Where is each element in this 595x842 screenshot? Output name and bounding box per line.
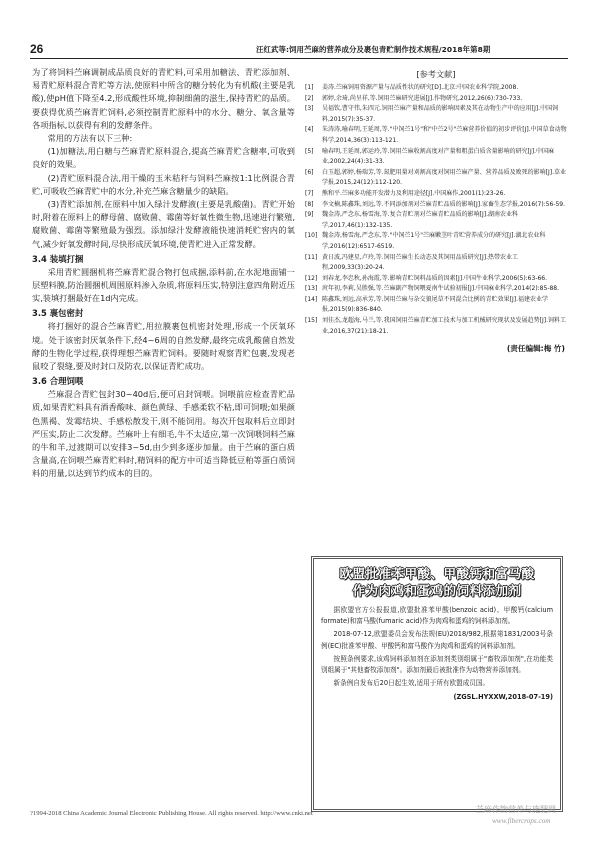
left-column [32,66,295,481]
page-number: 26 [30,42,44,56]
news-source: (ZGSL.HYXXW,2018-07-19) [453,693,553,702]
reference-item [305,231,567,252]
reference-number: [11] [305,253,318,261]
reference-item [305,316,567,337]
reference-number: [14] [305,295,318,303]
running-head: 汪红武等:饲用苎麻的营养成分及裹包青贮制作技术规程/2018年第8期 [256,45,491,54]
reference-text: 朱涛涛,喻春明,王延周,等."中饲苎1号"和"中苎2号"苎麻营养价值的初步评价[J].中国草食动物科学,2014,36(3):113-121. [322,126,567,144]
section-3-4-text: 采用青贮圆捆机将苎麻青贮混合物打包成捆,添料前,在水泥地面铺一层塑料膜,防治圆捆机周围原料渗入杂质,将原料压实,特别注意四角附近压实,装填打捆最好在1d内完成。 [32,266,295,304]
reference-number: [7] [305,189,314,197]
reference-number: [2] [305,94,314,102]
methods-lead: 常用的方法有以下三种: [47,133,133,144]
section-3-5-text: 将打捆好的混合苎麻青贮,用拉膜裹包机密封处理,形成一个厌氧环境。处于该密封厌氧条件下,经4~6周的自然发酵,最终完成乳酸菌自然发酵的生物化学过程,获得理想苎麻青贮饲料。要随时观察青贮包裹,发现老鼠咬了裂缝,要及时封口及防农,以保证青贮成功。 [32,321,295,372]
news-title-line-1: 欧盟批准苯甲酸、甲酸钙和富马酸 [339,566,535,581]
reference-number: [8] [305,200,314,208]
reference-text: 刘佳杰,龙超海,马兰,等.我国饲用苎麻青贮加工技术与加工机械研究现状及发展趋势[J].饲料工业,2016,37(21):18-21. [322,317,566,335]
watermark-text: 苎麻作物营养与施肥网 [476,805,556,814]
reference-item [305,189,567,200]
reference-number: [6] [305,168,314,176]
news-body [321,605,553,689]
news-paragraph: 2018-07-12,欧盟委员会发布法规(EU)2018/982,根据第1831/2003号条例(EC)批准苯甲酸、甲酸钙和富马酸作为肉鸡和蛋鸡的饲料添加剂。 [321,630,553,650]
reference-text: 吴福钦,曹守伟,朱四元.饲用苎麻产量和品质的影响因素及其在动物生产中的应用[J].中国饲料,2015(7):35-37. [322,105,559,123]
reference-item [305,200,567,211]
reference-item [305,210,567,231]
method-1: (1)加糖法,用白糖与苎麻青贮原料混合,提高苎麻青贮含糖率,可收到良好的效果。 [32,146,295,170]
reference-number: [15] [305,317,318,325]
reference-item [305,253,567,274]
reference-text: 熊和平.苎麻多功能开发潜力及利用途径[J].中国麻作,2001(1):23-26. [322,189,506,197]
method-2: (2)青贮原料混合法,用干燥的玉米秸秆与饲料苎麻按1:1比例混合青贮,可吸收苎麻青贮中的水分,补充苎麻含糖量少的缺陷。 [32,172,295,196]
header-rule [30,58,568,59]
reference-item [305,104,567,125]
watermark-url: www.fibercrops.com [492,817,551,825]
right-column [305,66,567,354]
reference-number: [12] [305,274,318,282]
reference-number: [1] [305,84,314,91]
reference-item [305,125,567,146]
reference-list [305,83,567,337]
reference-text: 黄日波,冯建星,卢玲,等.饲用苎麻生长动态及其饲用品质研究[J].热带农业工程,2009,33(3):20-24. [322,253,518,272]
reference-text: 魏金涛,杨雪海,严念东,等."中饲苎1号"苎麻嫩茎叶青贮营养成分的研究[J].湖北农业科学,2016(12):6517-6519. [322,232,546,250]
reference-text: 白玉超,郭婷,杨瑞芳,等.氮肥用量对刈割高度对饲用苎麻产量、营养品质及败死的影响[J].草业学报,2015,24(12):112-120. [322,168,566,187]
references-title: [参考文献] [416,69,456,79]
reference-number: [13] [305,285,318,293]
reference-item [305,274,567,285]
reference-text: 陈鑫珠,刘远,高承芳,等.饲用苎麻与杂交狼尾草不同混合比例的青贮效果[J].福建农业学报,2015(9):836-840. [322,295,548,314]
reference-item [305,168,567,189]
method-3: (3)青贮添加剂,在原料中加入绿汁发酵液(主要是乳酸菌)。青贮开始时,附着在原料上的酵母菌、腐败菌、霉菌等好氧性微生物,迅速进行繁殖,腐败菌、霉菌等繁殖最为强烈。添加绿汁发酵液能快速消耗贮窖内的氧气,减少好氧发酵时间,尽快形成厌氧环境,使青贮进入正常发酵。 [32,199,295,249]
reference-text: 姜涛.苎麻饲用资源产量与品质性状的研究[D].北京:中国农业科学院,2008. [322,84,519,91]
reference-item [305,147,567,168]
news-paragraph: 新条例自发布后20日起生效,适用于所有欧盟成员国。 [333,679,490,688]
section-3-6-text: 苎麻混合青贮包封30~40d后,便可启封饲喂。饲喂前应检查青贮品质,如果青贮料具有酒香酸味、颜色黄绿、手感柔软不粘,即可饲喂;如果颜色黑褐、发霉结块、手感松散发干,则不能饲用。每次开包取料后立即封严压实,防止二次发酵。苎麻叶上有细毛,牛不太适应,第一次饲喂饲料苎麻的牛和羊,过渡期可以安排3~5d,由少到多逐步加量。由于苎麻的蛋白质含量高,在饲喂苎麻青贮料时,精饲料的配方中可适当降低豆粕等蛋白质饲料的用量,以达到节约成本的目的。 [32,389,295,479]
section-heading-3-4: 3.4 装填打捆 [32,253,84,264]
reference-number: [10] [305,232,318,240]
section-heading-3-6: 3.6 合理饲喂 [32,376,84,387]
reference-item [305,295,567,316]
news-title-line-2: 作为肉鸡和蛋鸡的饲料添加剂 [352,583,522,598]
responsible-editor: (责任编辑:梅 竹) [506,344,565,354]
reference-item [305,284,567,295]
intro-paragraph: 为了将饲料苎麻调制成品质良好的青贮料,可采用加糖法、青贮添加剂、易青贮原料混合青贮等方法,使原料中所含的糖分转化为有机酸(主要是乳酸),使pH值下降至4.2,形成酸性环境,抑制细菌的滋生,保持青贮的品质。要获得优质苎麻青贮饲料,必须控制青贮原料中的水分、糖分、氧含量等各项指标,以获得有利的发酵条件。 [32,67,295,130]
reference-number: [3] [305,105,314,113]
reference-item [305,94,567,105]
reference-number: [9] [305,211,314,219]
section-heading-3-5: 3.5 裹包密封 [32,308,84,319]
news-box [311,556,563,812]
reference-text: 刘春龙,李忠秋,孙海霞,等.影响青贮饲料品质的因素[J].中国牛业科学,2006(5):63-66. [322,274,548,282]
reference-text: 魏金涛,严念东,杨雪海,等.复合青贮剂对苎麻青贮品质的影响[J].湖南农业科学,2017,46(1):132-135. [322,211,518,229]
reference-number: [4] [305,126,314,134]
copyright-footer: ?1994-2018 China Academic Journal Electronic Publishing House. All rights reserved. http://www.cnki.net [30,810,313,817]
news-paragraph: 据欧盟官方公报报道,欧盟批准苯甲酸(benzoic acid)、甲酸钙(calcium formate)和富马酸(fumaric acid)作为肉鸡和蛋鸡的饲料添加剂。 [321,606,553,626]
reference-item [305,83,567,94]
news-paragraph: 按照条例要求,该鸡饲料添加剂在添加剂类别组属于"畜牧添加剂",在功能类别组属于"其他畜牧添加剂"。添加剂最后被批准作为动物营养添加剂。 [321,654,553,675]
reference-text: 庹年初,李莉,吴胜强,等.苎麻副产物饲喂夏南牛试验初报[J].中国麻业科学,2014(2):85-88. [322,285,560,293]
reference-number: [5] [305,147,314,155]
reference-text: 郭婷,余琦,尚呈祥,等.饲用苎麻研究进展[J].作物研究,2012,26(6):730-733. [322,94,523,102]
reference-text: 喻春明,王延周,郭运玲,等.饲用苎麻收割高度对产量和粗蛋白质含量影响的研究[J].中国麻业,2002,24(4):31-33. [322,147,554,166]
reference-text: 李文楠,陈鑫珠,刘远,等.不同添加剂对苎麻青贮品质的影响[J].家畜生态学报,2016(7):56-59. [322,200,566,208]
